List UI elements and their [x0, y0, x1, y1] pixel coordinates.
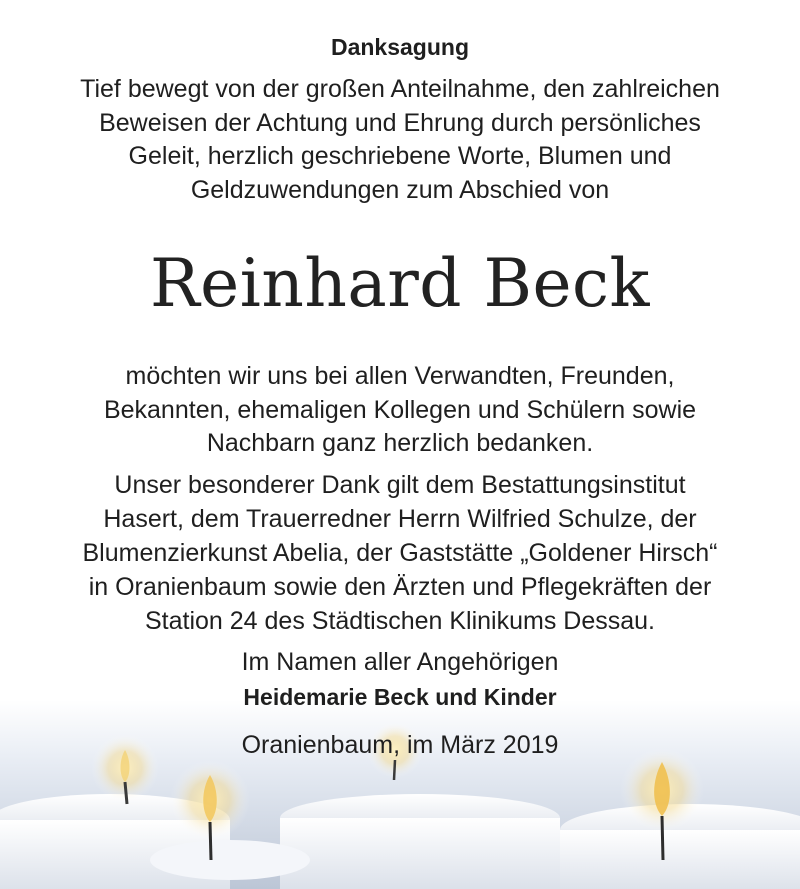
special-thanks-line: Blumenzierkunst Abelia, der Gaststätte „Goldener Hirsch“ — [82, 539, 718, 567]
signature-name: Heidemarie Beck und Kinder — [243, 684, 557, 710]
special-thanks-paragraph — [20, 468, 780, 638]
special-thanks-line: Hasert, dem Trauerredner Herrn Wilfried Schulze, der — [103, 505, 697, 533]
thanks-line: Bekannten, ehemaligen Kollegen und Schülern sowie — [103, 395, 697, 424]
thanks-line: Nachbarn ganz herzlich bedanken. — [206, 429, 594, 457]
thanks-paragraph — [20, 360, 780, 461]
special-thanks-line: Unser besonderer Dank gilt dem Bestattungsinstitut — [114, 471, 686, 499]
intro-line: Geldzuwendungen zum Abschied von — [190, 175, 610, 204]
special-thanks-line: Station 24 des Städtischen Klinikums Dessau. — [145, 607, 655, 635]
deceased-name: Reinhard Beck — [149, 245, 651, 322]
thanks-line: möchten wir uns bei allen Verwandten, Freunden, — [125, 362, 675, 390]
intro-line: Geleit, herzlich geschriebene Worte, Blumen und — [128, 142, 672, 170]
special-thanks-line: in Oranienbaum sowie den Ärzten und Pflegekräften der — [88, 573, 712, 601]
intro-line: Tief bewegt von der großen Anteilnahme, den zahlreichen — [80, 75, 720, 103]
intro-line: Beweisen der Achtung und Ehrung durch persönliches — [99, 108, 701, 137]
place-date: Oranienbaum, im März 2019 — [241, 731, 559, 759]
notice-heading: Danksagung — [330, 34, 470, 60]
signature-intro: Im Namen aller Angehörigen — [241, 648, 559, 676]
intro-paragraph — [20, 73, 780, 207]
